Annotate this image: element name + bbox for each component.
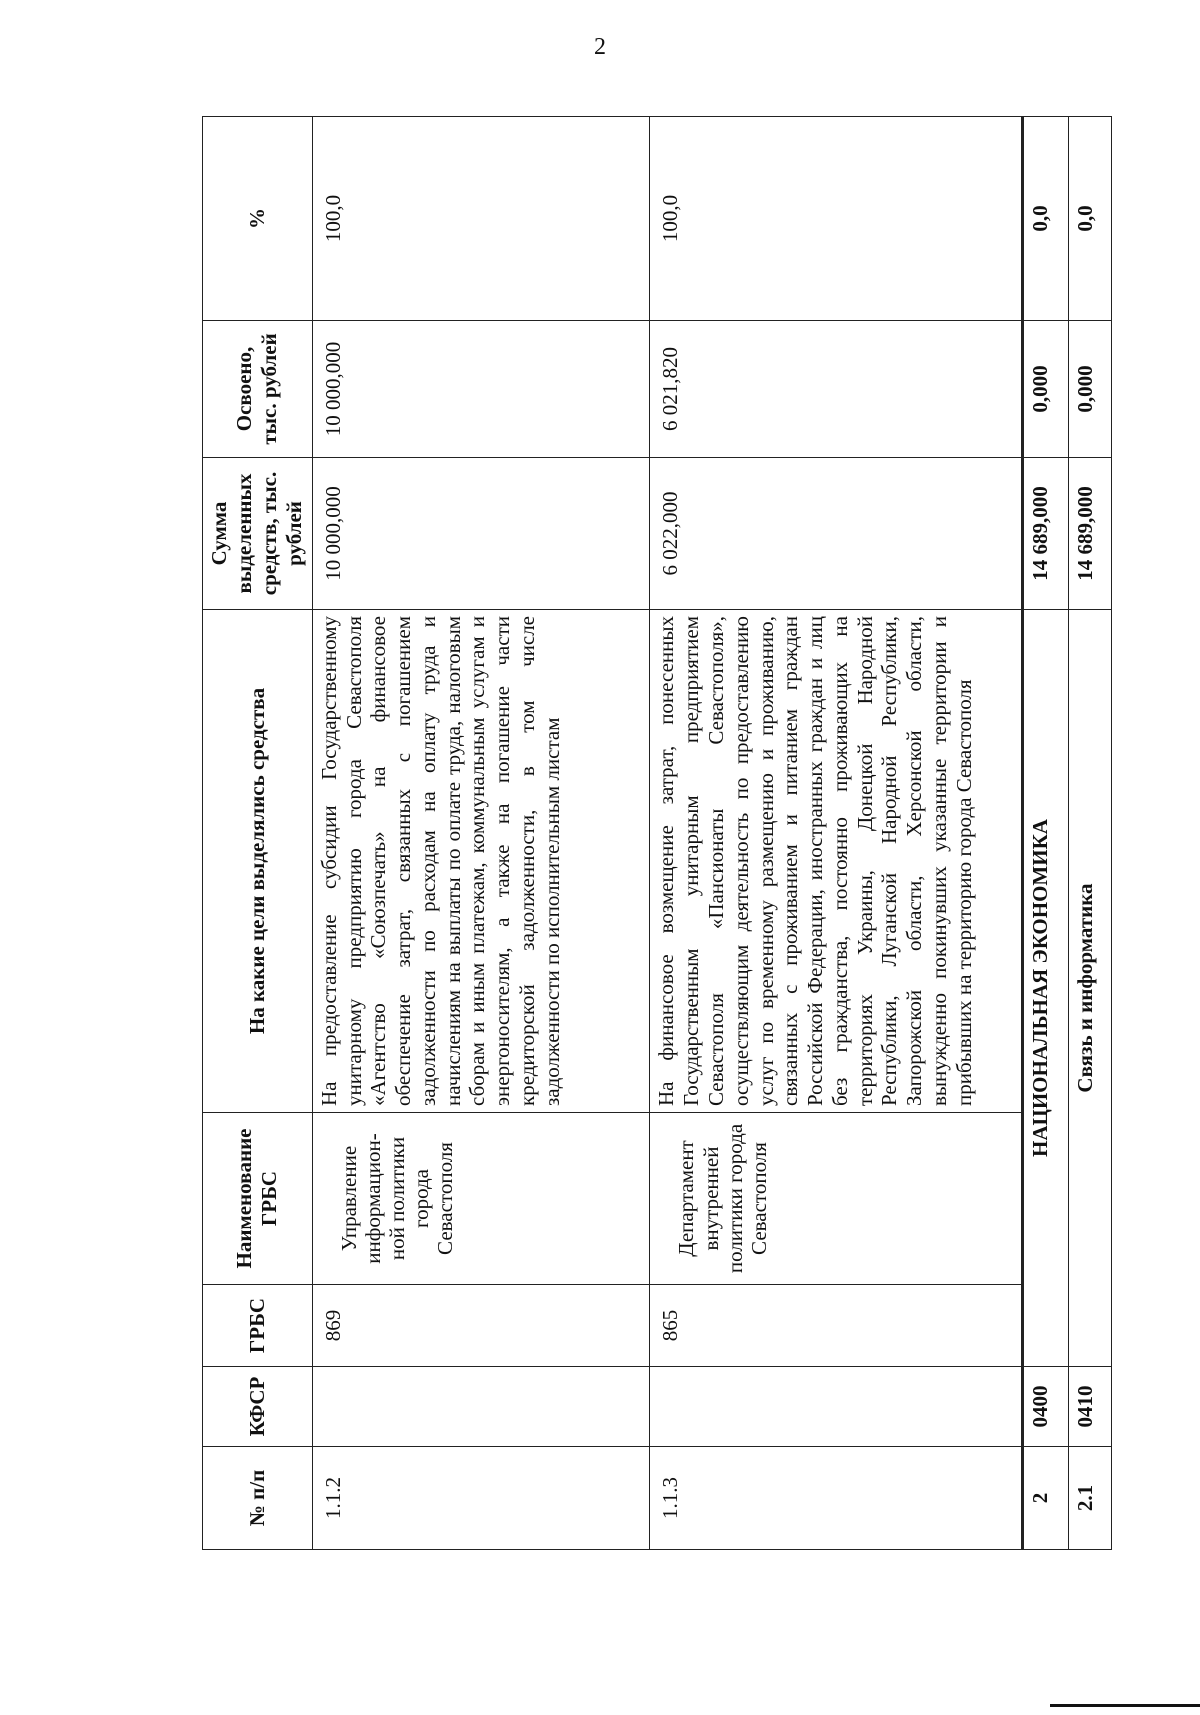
row-grbs-name: Управление информацион-ной политики города Севастополя [312,1113,650,1285]
rotated-table-container [202,117,1112,1550]
row-purpose: На финансовое возмещение затрат, понесенных Государственным унитарным предприятием Севастополя «Пансионаты Севастополя», осуществляющим деятельность по предоставлению услуг по временному размещению и проживанию, связанных с проживанием и питанием граждан Российской Федерации, иностранных граждан и лиц без гражданства, постоянно проживающих на территориях Украины, Донецкой Народной Республики, Луганской Народной Республики, Запорожской области, Херсонской области, вынужденно покинувших указанные территории и прибывших на территорию города Севастополя [650,610,1023,1113]
row-num: 1.1.3 [650,1447,1023,1550]
row-kfsr [650,1367,1023,1447]
table-row [650,117,1023,1550]
row-allocated: 6 022,000 [650,458,1023,610]
row-percent: 100,0 [312,117,650,321]
section-row [1023,117,1068,1550]
header-purpose: На какие цели выделялись средства [203,610,313,1113]
header-row [203,117,313,1550]
section-title: НАЦИОНАЛЬНАЯ ЭКОНОМИКА [1023,610,1068,1367]
page-number: 2 [594,34,606,60]
row-allocated: 10 000,000 [312,458,650,610]
row-num: 1.1.2 [312,1447,650,1550]
scan-edge-mark [1050,1704,1200,1715]
section-percent: 0,0 [1023,117,1068,321]
header-num: № п/п [203,1447,313,1550]
row-grbs-name: Департамент внутренней политики города Севастополя [650,1113,1023,1285]
subsection-row [1068,117,1111,1550]
funds-table [202,116,1112,1550]
header-kfsr: КФСР [203,1367,313,1447]
row-spent: 10 000,000 [312,321,650,458]
section-allocated: 14 689,000 [1023,458,1068,610]
subsection-spent: 0,000 [1068,321,1111,458]
header-grbs: ГРБС [203,1285,313,1367]
row-grbs: 869 [312,1285,650,1367]
row-kfsr [312,1367,650,1447]
subsection-allocated: 14 689,000 [1068,458,1111,610]
section-spent: 0,000 [1023,321,1068,458]
header-allocated: Сумма выделенных средств, тыс. рублей [203,458,313,610]
row-grbs: 865 [650,1285,1023,1367]
subsection-title: Связь и информатика [1068,610,1111,1367]
subsection-kfsr: 0410 [1068,1367,1111,1447]
subsection-percent: 0,0 [1068,117,1111,321]
section-num: 2 [1023,1447,1068,1550]
header-grbs-name: Наименование ГРБС [203,1113,313,1285]
subsection-num: 2.1 [1068,1447,1111,1550]
section-kfsr: 0400 [1023,1367,1068,1447]
row-spent: 6 021,820 [650,321,1023,458]
header-percent: % [203,117,313,321]
row-purpose: На предоставление субсидии Государственному унитарному предприятию города Севастополя «Агентство «Союзпечать» на финансовое обеспечение затрат, связанных с погашением задолженности по расходам на оплату труда и начислениям на выплаты по оплате труда, налоговым сборам и иным платежам, коммунальным услугам и энергоносителям, а также на погашение части кредиторской задолженности, в том числе задолженности по исполнительным листам [312,610,650,1113]
row-percent: 100,0 [650,117,1023,321]
header-spent: Освоено, тыс. рублей [203,321,313,458]
table-row [312,117,650,1550]
